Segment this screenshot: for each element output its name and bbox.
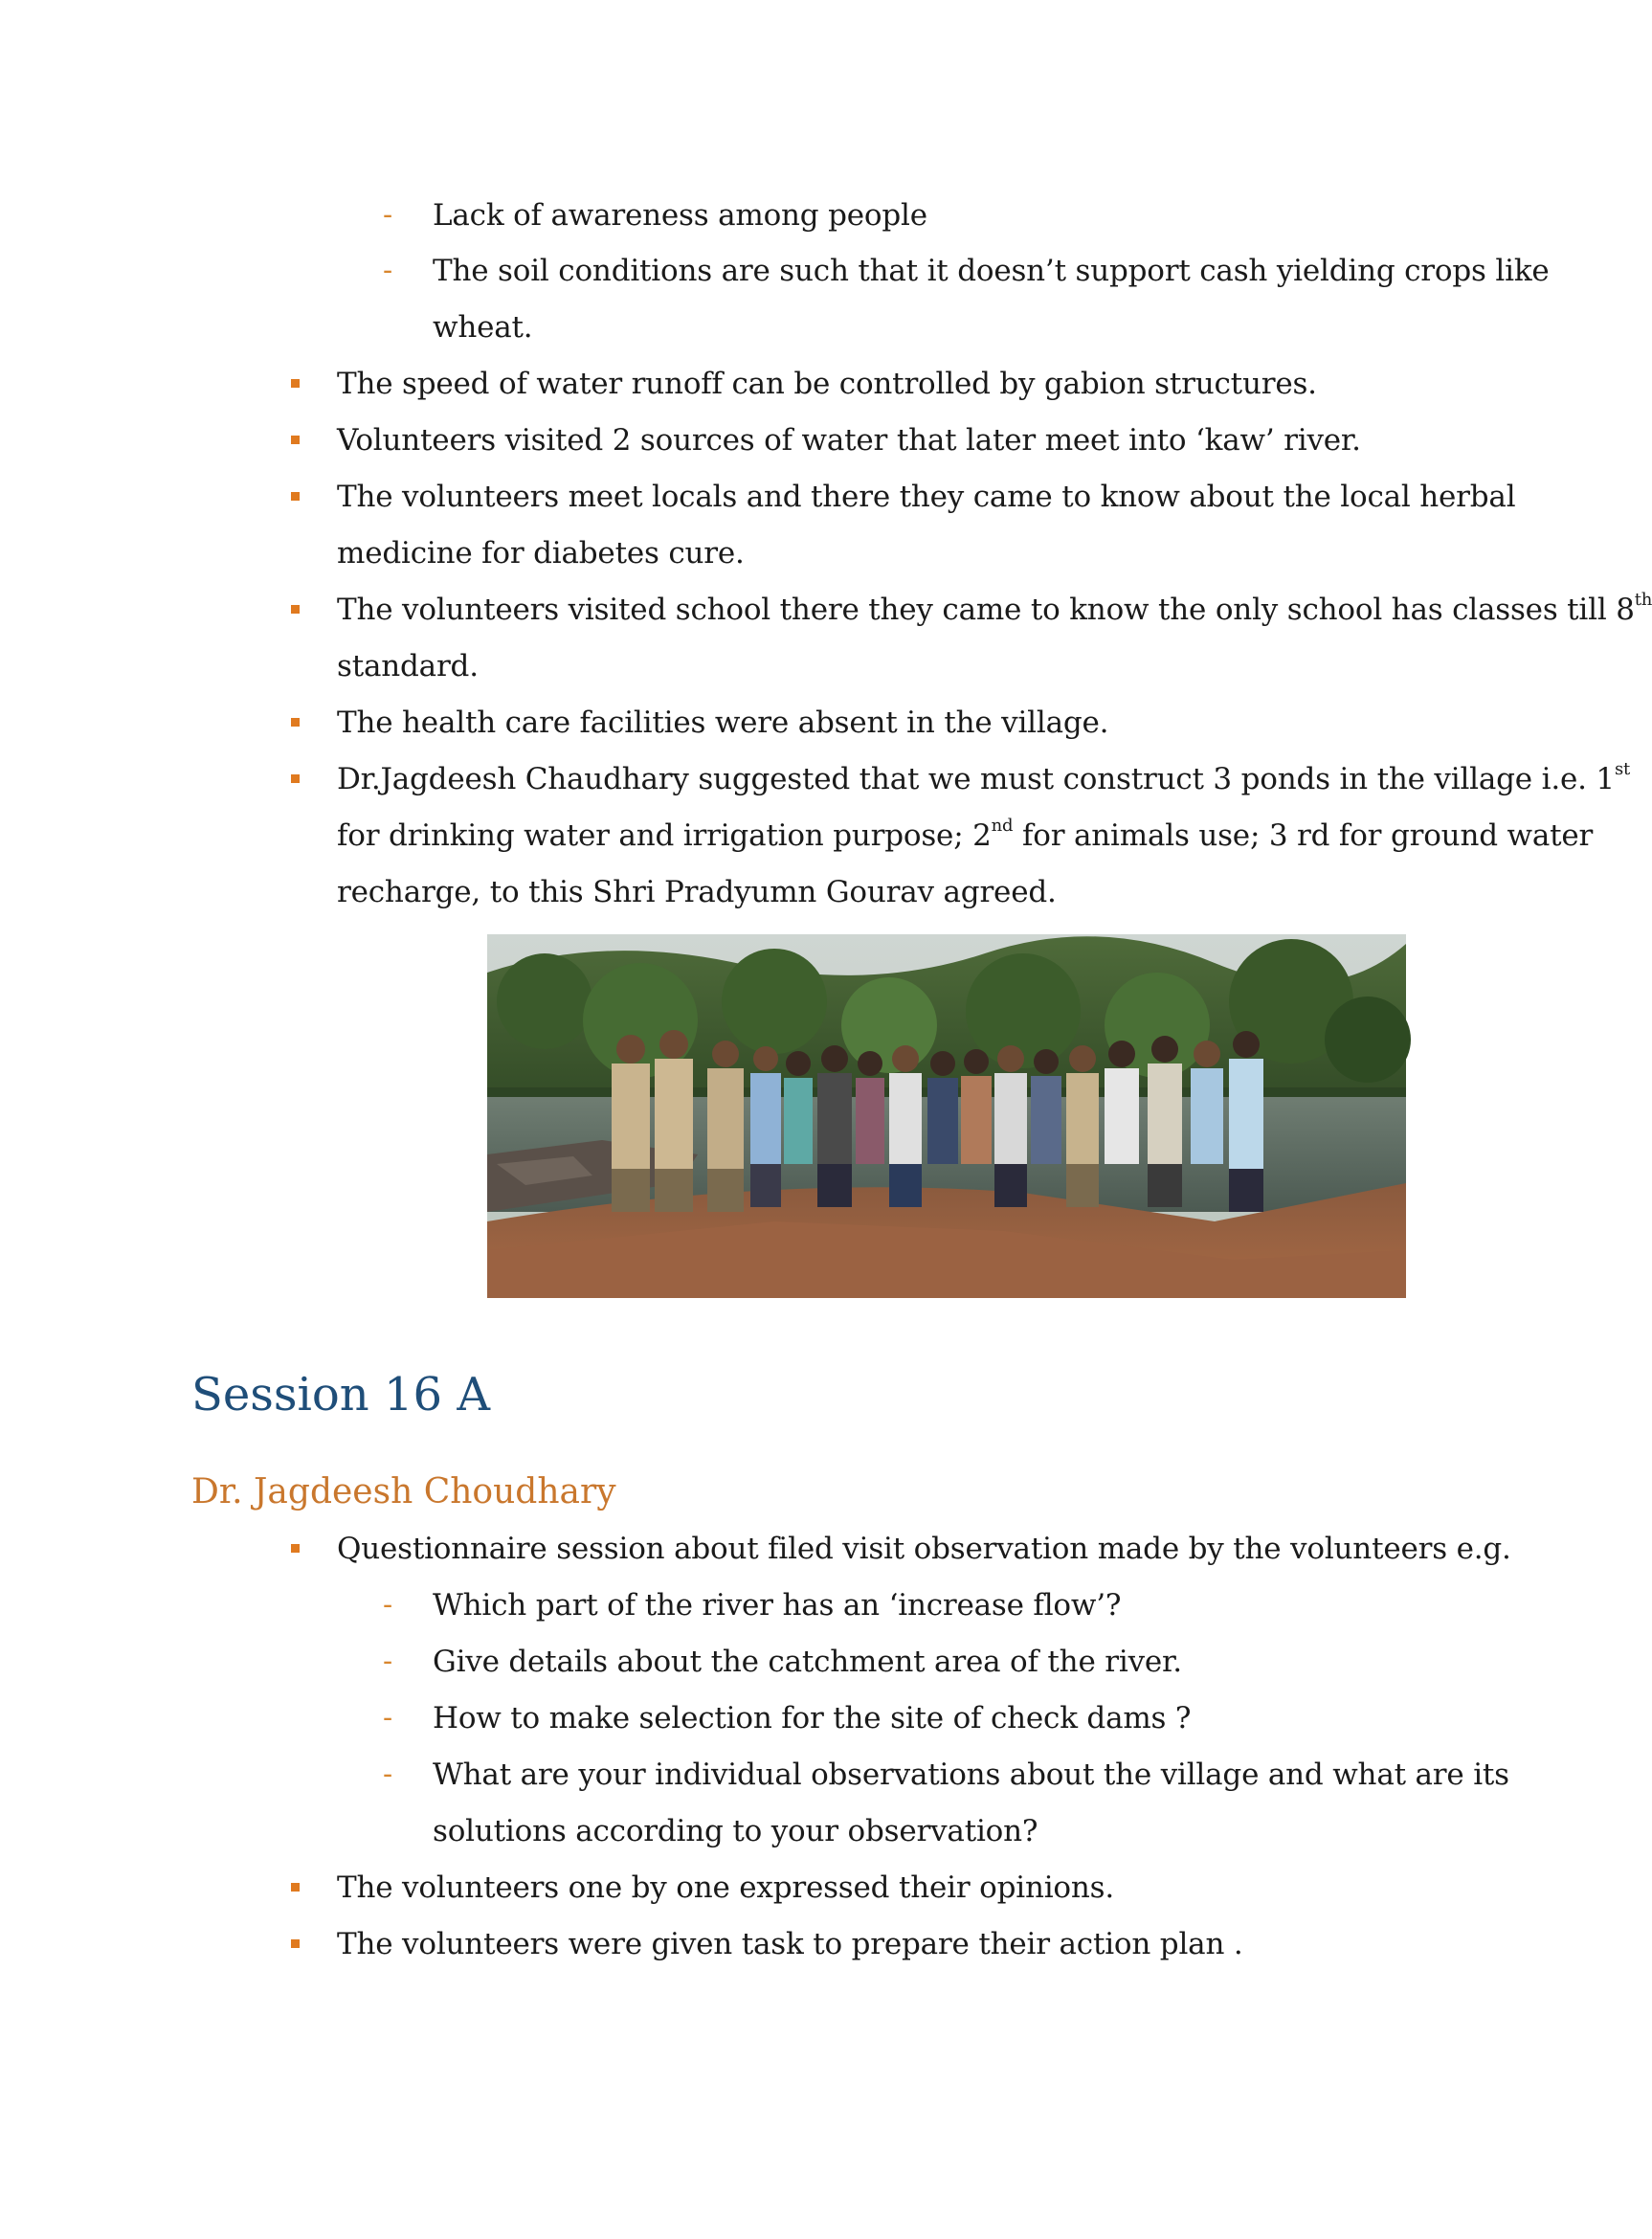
sub-item-awareness: Lack of awareness among people	[433, 198, 927, 233]
superscript-nd: nd	[991, 815, 1014, 836]
dash-marker: -	[383, 1645, 393, 1678]
bullet-gabion: The speed of water runoff can be controlled by gabion structures.	[337, 367, 1317, 401]
bullet-opinions: The volunteers one by one expressed their opinions.	[337, 1870, 1115, 1905]
bullet-marker	[291, 379, 300, 388]
group-photo	[487, 934, 1406, 1298]
bullet-school-text: The volunteers visited school there they came to know the only school has classes till 8	[337, 593, 1635, 627]
superscript-th: th	[1634, 589, 1652, 610]
bullet-ponds	[337, 760, 1630, 798]
bullet-marker	[291, 492, 300, 501]
bullet-health: The health care facilities were absent in the village.	[337, 705, 1109, 740]
bullet-ponds-cont	[337, 817, 1593, 855]
sub-item-soil-cont: wheat.	[433, 310, 533, 345]
bullet-ponds-cont-a: for drinking water and irrigation purpose; 2	[337, 818, 992, 853]
group-photo-image	[487, 934, 1406, 1298]
bullet-marker	[291, 1544, 300, 1553]
sub-item-soil: The soil conditions are such that it doesn’t support cash yielding crops like	[433, 254, 1550, 288]
dash-marker: -	[383, 1758, 393, 1791]
bullet-marker	[291, 718, 300, 727]
bullet-ponds-cont2: recharge, to this Shri Pradyumn Gourav agreed.	[337, 875, 1057, 909]
session-title: Session 16 A	[191, 1368, 490, 1422]
bullet-water-sources: Volunteers visited 2 sources of water that later meet into ‘kaw’ river.	[337, 423, 1361, 458]
bullet-marker	[291, 774, 300, 783]
question-increase-flow: Which part of the river has an ‘increase flow’?	[433, 1588, 1122, 1623]
speaker-name: Dr. Jagdeesh Choudhary	[191, 1472, 616, 1511]
bullet-herbal: The volunteers meet locals and there they came to know about the local herbal	[337, 480, 1516, 514]
question-check-dams: How to make selection for the site of check dams ?	[433, 1701, 1192, 1735]
superscript-st: st	[1614, 758, 1631, 779]
bullet-herbal-cont: medicine for diabetes cure.	[337, 536, 745, 571]
bullet-marker	[291, 1883, 300, 1892]
bullet-marker	[291, 436, 300, 444]
bullet-marker	[291, 1939, 300, 1948]
question-catchment: Give details about the catchment area of the river.	[433, 1645, 1182, 1679]
question-observations-cont: solutions according to your observation?	[433, 1814, 1038, 1848]
bullet-action-plan: The volunteers were given task to prepare their action plan .	[337, 1927, 1243, 1961]
bullet-marker	[291, 605, 300, 614]
bullet-ponds-text: Dr.Jagdeesh Chaudhary suggested that we must construct 3 ponds in the village i.e. 1	[337, 762, 1615, 796]
bullet-school	[337, 591, 1652, 629]
bullet-questionnaire: Questionnaire session about filed visit observation made by the volunteers e.g.	[337, 1532, 1511, 1566]
question-observations: What are your individual observations about the village and what are its	[433, 1758, 1509, 1792]
bullet-school-cont: standard.	[337, 649, 479, 683]
dash-marker: -	[383, 254, 393, 287]
dash-marker: -	[383, 198, 393, 232]
dash-marker: -	[383, 1588, 393, 1622]
dash-marker: -	[383, 1701, 393, 1735]
bullet-ponds-cont-b: for animals use; 3 rd for ground water	[1013, 818, 1594, 853]
